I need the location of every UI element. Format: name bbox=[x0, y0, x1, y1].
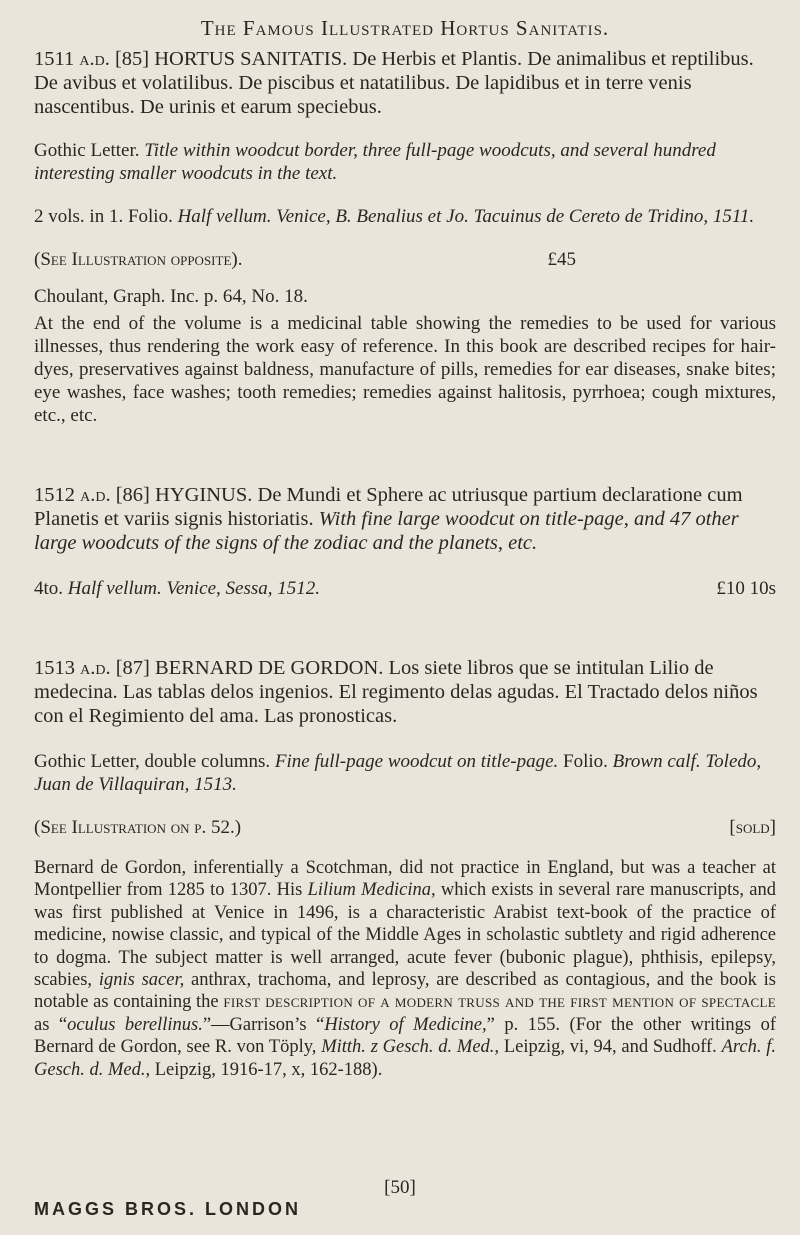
entry-87-format bbox=[34, 750, 776, 796]
entry-85-imprint bbox=[34, 205, 776, 228]
imprint-line bbox=[34, 577, 320, 600]
page-number: [50] bbox=[384, 1177, 416, 1198]
binding-imprint: Brown calf. Toledo, Juan de Villaquiran, 1513. bbox=[34, 751, 762, 795]
entry-85-heading bbox=[34, 47, 776, 119]
entry-87-heading bbox=[34, 656, 776, 728]
entry-86-price-line bbox=[34, 577, 776, 600]
running-head: The Famous Illustrated Hortus Sanitatis. bbox=[200, 16, 610, 40]
entry-number: [86] bbox=[115, 484, 150, 506]
entry-title: HORTUS SANITATIS. bbox=[154, 48, 348, 70]
entry-87-note bbox=[34, 857, 776, 1081]
imprint-text: 2 vols. in 1. Folio. bbox=[34, 206, 173, 227]
note-text: as “ bbox=[34, 1014, 68, 1035]
format-size: Folio. bbox=[563, 751, 608, 772]
note-text: Bernard de Gordon, inferentially a Scotchman, did not practice in England, but was a teacher at Montpellier from 1285 to 1307. His bbox=[34, 858, 776, 901]
imprint-description: Half vellum. Venice, Sessa, 1512. bbox=[67, 578, 321, 599]
note-text: which exists in several rare manuscripts, and was first published at Venice in 1496, is a characteristic Arabist text-book of the practice of medicine, nowise classic, and typical of the Middle Ages in scholastic subtlety and rigid adherence to dogma. The subject matter is well arranged, acute fever (bubonic plague), phthisis, epilepsy, scabies, bbox=[34, 880, 777, 991]
imprint-description: Half vellum. Venice, B. Benalius et Jo. Tacuinus de Cereto de Tridino, 1511. bbox=[177, 206, 755, 227]
illustration-reference: (See Illustration on p. 52.) bbox=[34, 817, 242, 838]
entry-date: 1512 a.d. bbox=[34, 484, 111, 506]
entry-title-rest: De Mundi et Sphere ac utriusque partium declaratione cum Planetis et variis signis historiatis. bbox=[34, 484, 743, 530]
price: £10 10s bbox=[716, 578, 776, 599]
entry-note: At the end of the volume is a medicinal table showing the remedies to be used for various illnesses, thus rendering the work easy of reference. In this book are described recipes for hair-dyes, preservatives against baldness, manufacture of pills, remedies for ear diseases, snake bites; eye washes, face washes; tooth remedies; remedies against halitosis, pyrrhoea; cough mixtures, etc., etc. bbox=[34, 313, 776, 426]
entry-86-heading bbox=[34, 483, 776, 555]
imprint-text: 4to. bbox=[34, 578, 64, 599]
note-text: Leipzig, 1916-17, x, 162-188). bbox=[154, 1059, 383, 1080]
note-term: ignis sacer, bbox=[98, 970, 185, 991]
entry-title: HYGINUS. bbox=[155, 484, 253, 506]
entry-number: [87] bbox=[115, 657, 150, 679]
format-text: Gothic Letter, double columns. bbox=[34, 751, 271, 772]
illustration-reference: (See Illustration opposite). bbox=[34, 249, 243, 270]
price-sold: [sold] bbox=[729, 817, 776, 838]
note-title: Mitth. z Gesch. d. Med., bbox=[321, 1037, 500, 1058]
entry-date: 1513 a.d. bbox=[34, 657, 111, 679]
entry-85-price-line bbox=[34, 248, 776, 271]
entry-87-price-line bbox=[34, 816, 776, 839]
note-title: Lilium Medicina, bbox=[307, 880, 436, 901]
entry-85-format bbox=[34, 139, 776, 185]
format-description: Title within woodcut border, three full-page woodcuts, and several hundred interesting smaller woodcuts in the text. bbox=[34, 140, 716, 184]
entry-date: 1511 a.d. bbox=[34, 48, 110, 70]
note-text: ” p. 155. (For the other writings of Bernard de Gordon, see R. von Töply, bbox=[34, 1014, 776, 1058]
entry-title-description: With fine large woodcut on title-page, and 47 other large woodcuts of the signs of the zodiac and the planets, etc. bbox=[34, 508, 739, 554]
note-title: History of Medicine, bbox=[324, 1014, 487, 1035]
format-description: Fine full-page woodcut on title-page. bbox=[274, 751, 559, 772]
publisher-footer: MAGGS BROS. LONDON bbox=[34, 1199, 302, 1219]
entry-number: [85] bbox=[114, 48, 150, 70]
price: £45 bbox=[547, 249, 576, 270]
note-term: oculus berellinus. bbox=[67, 1014, 203, 1035]
note-text: anthrax, trachoma, and leprosy, are described as contagious, and the book is notable as containing the bbox=[34, 970, 777, 1013]
note-text: ”—Garrison’s “ bbox=[202, 1014, 325, 1035]
note-text: Leipzig, vi, 94, and Sudhoff. bbox=[503, 1037, 717, 1058]
entry-85 bbox=[34, 47, 776, 427]
note-emphasis: first description of a modern truss and the first mention of spectacle bbox=[223, 992, 776, 1013]
format-text: Gothic Letter. bbox=[34, 140, 140, 161]
bibliographic-reference: Choulant, Graph. Inc. p. 64, No. 18. bbox=[34, 286, 308, 307]
entry-title-rest: De Herbis et Plantis. De animalibus et reptilibus. De avibus et volatilibus. De piscibus et natatilibus. De lapidibus et in terre venis nascentibus. De urinis et earum speciebus. bbox=[34, 48, 754, 118]
note-title: Arch. f. Gesch. d. Med., bbox=[34, 1037, 777, 1080]
entry-87 bbox=[34, 656, 776, 1081]
entry-86 bbox=[34, 483, 776, 600]
entry-title-rest: Los siete libros que se intitulan Lilio de medecina. Las tablas delos ingenios. El regimento delas agudas. El Tractado delos niños con el Regimiento del ama. Las pronosticas. bbox=[34, 657, 758, 727]
entry-title: BERNARD DE GORDON. bbox=[155, 657, 384, 679]
